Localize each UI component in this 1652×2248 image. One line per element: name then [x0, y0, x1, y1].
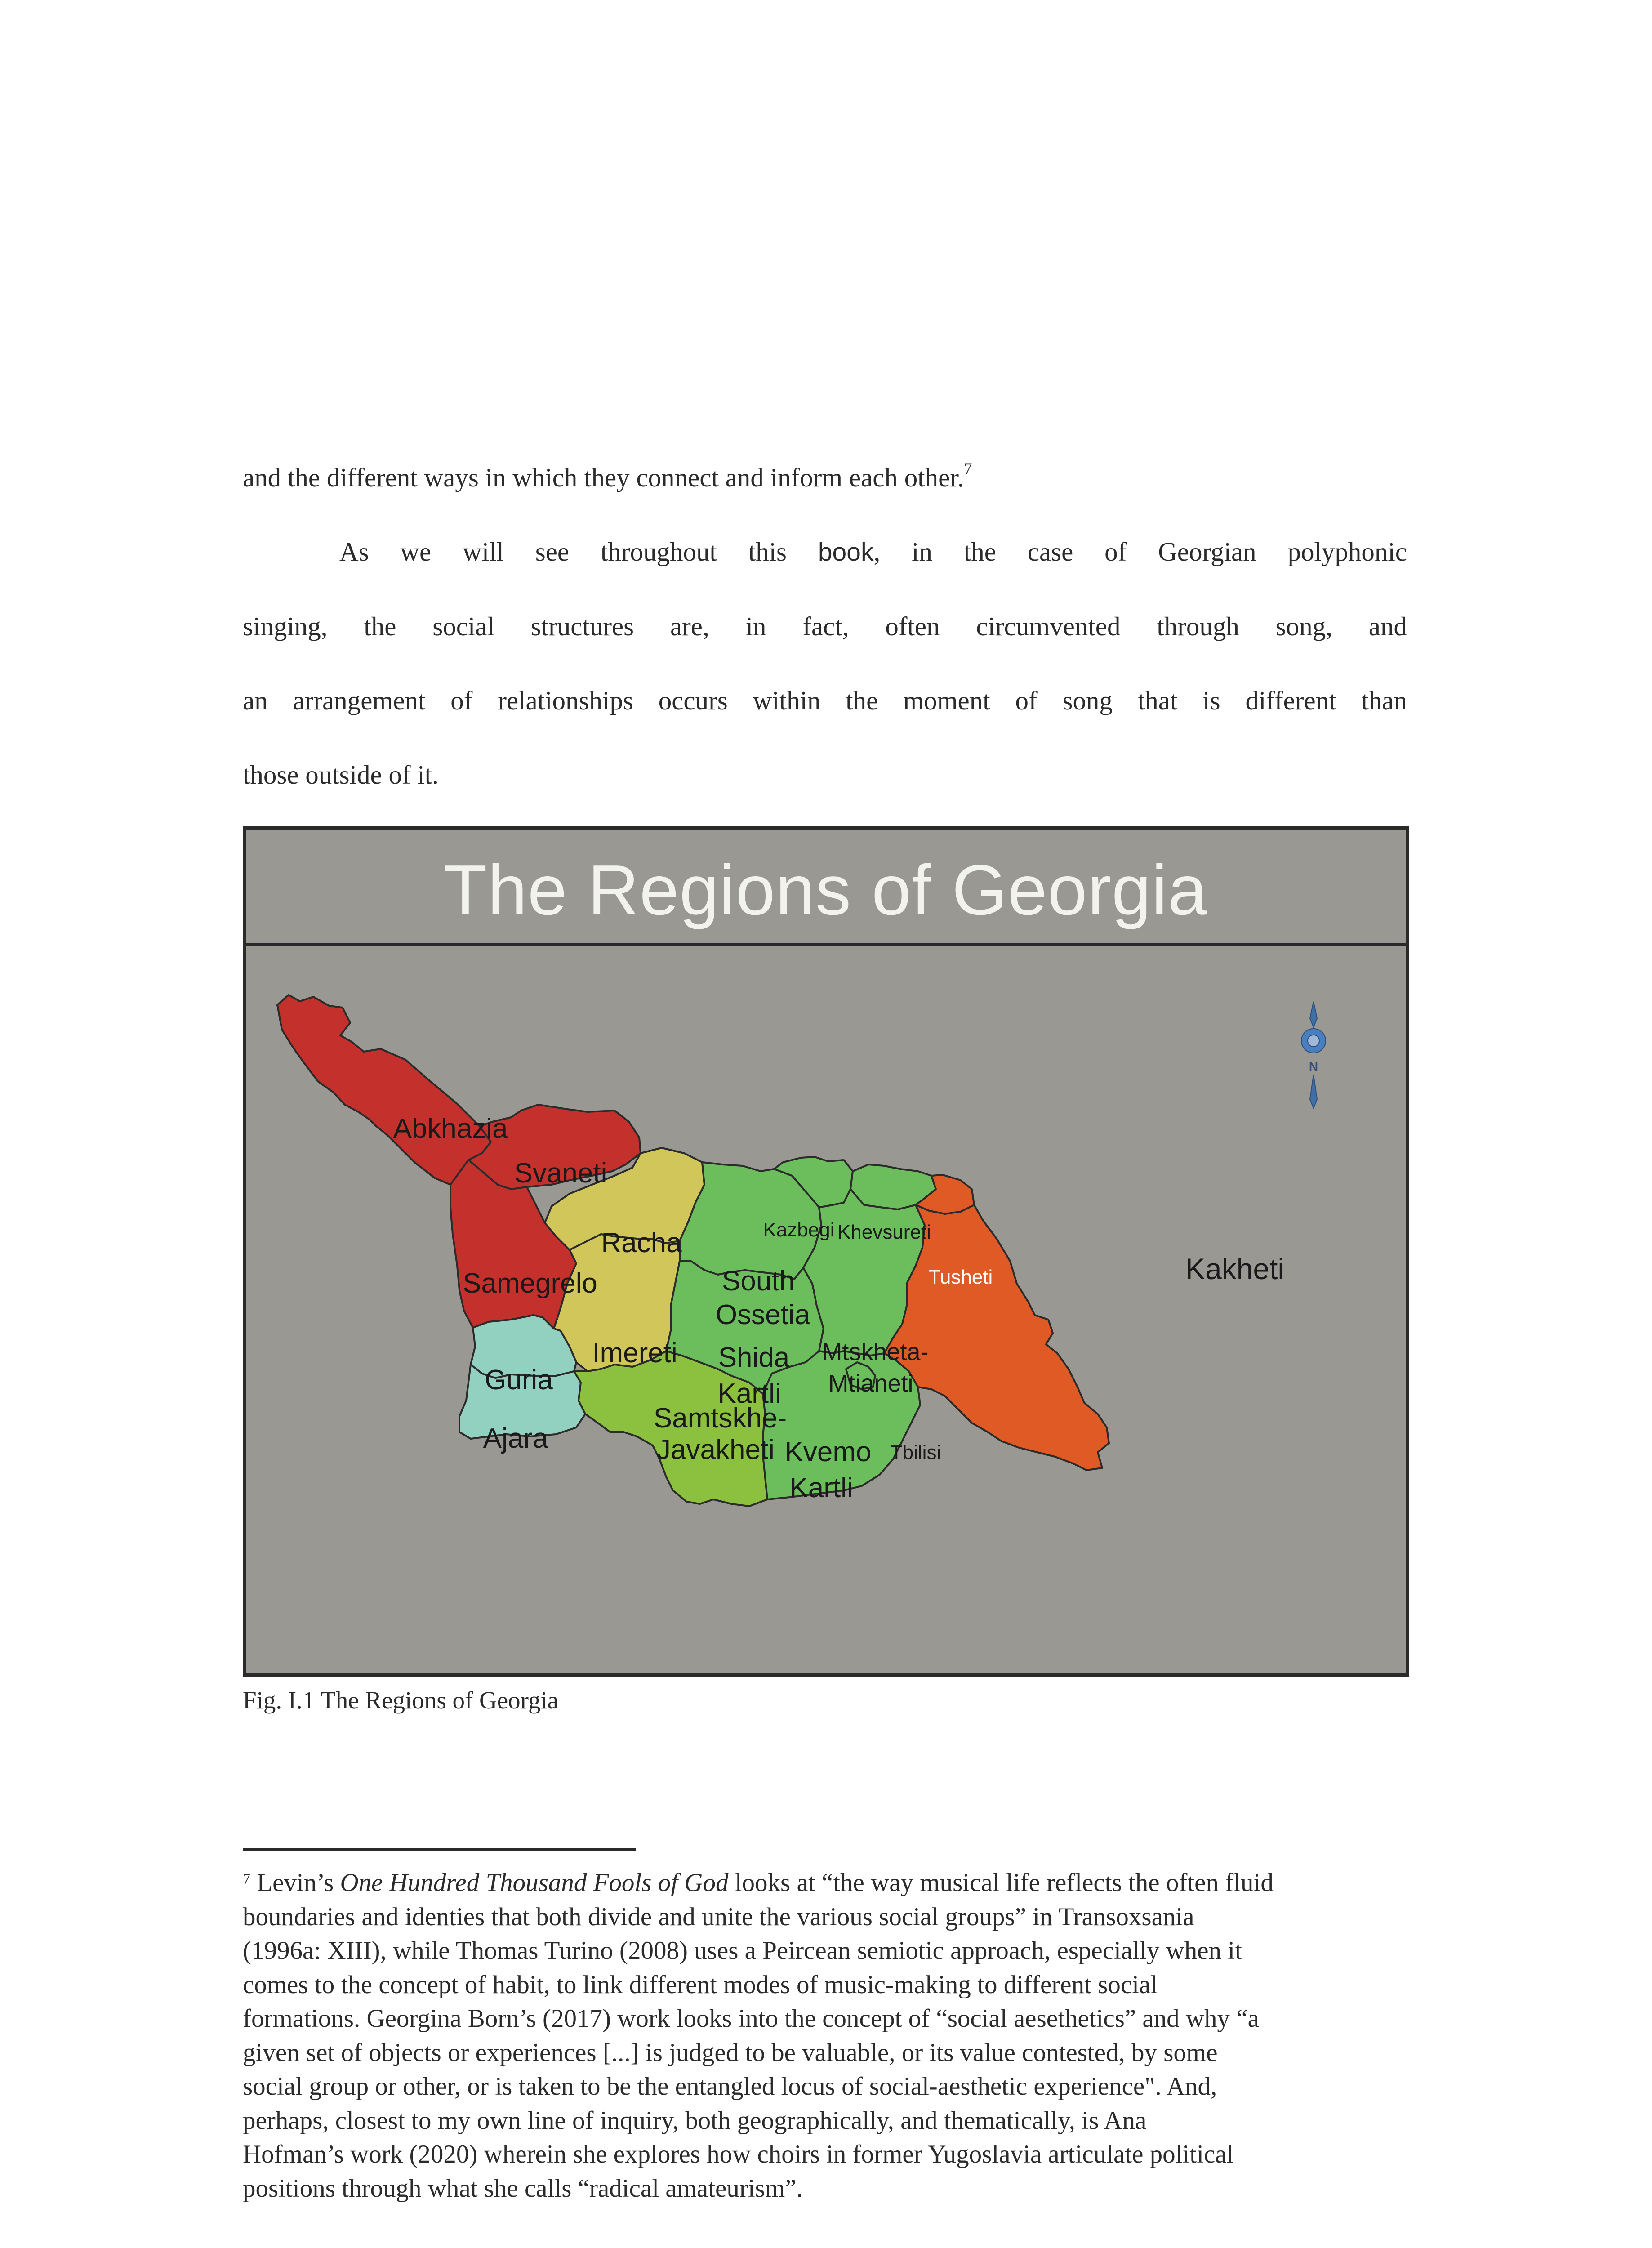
- label-svaneti: Svaneti: [514, 1158, 607, 1189]
- label-kvemo: Kvemo: [784, 1436, 872, 1467]
- label-samtskhe: Samtskhe-: [653, 1403, 787, 1434]
- label-khevsureti: Khevsureti: [837, 1221, 931, 1243]
- label-racha: Racha: [601, 1227, 682, 1258]
- footnote-line: positions through what she calls “radical amateurism”.: [243, 2174, 803, 2203]
- footnote-line: $^7$ Levin’s One Hundred Thousand Fools of God looks at “the way musical life reflects the often fluid: [243, 1869, 1274, 1897]
- footnote-number: 7: [243, 1871, 250, 1887]
- footnote-line: perhaps, closest to my own line of inquiry, both geographically, and thematically, is Ana: [243, 2106, 1147, 2135]
- paragraph-line: an arrangement of relationships occurs within the moment of song that is different than: [243, 686, 1407, 715]
- footnote-ref[interactable]: 7: [964, 459, 972, 477]
- label-mtianeti: Mtianeti: [828, 1370, 913, 1397]
- north-arrow-icon: [1301, 1002, 1326, 1108]
- label-kazbegi: Kazbegi: [763, 1219, 835, 1241]
- label-javakheti: Javakheti: [657, 1434, 775, 1465]
- footnote-line: social group or other, or is taken to be the entangled locus of social-aesthetic experience". And,: [243, 2072, 1217, 2101]
- paragraph-line: and the different ways in which they connect and inform each other.$^7$: [243, 459, 972, 492]
- map-title: The Regions of Georgia: [444, 851, 1208, 930]
- label-tbilisi: Tbilisi: [890, 1441, 941, 1463]
- label-abkhazia: Abkhazia: [393, 1113, 508, 1144]
- paragraph-line: those outside of it.: [243, 760, 439, 789]
- label-samegrelo: Samegrelo: [463, 1268, 597, 1299]
- region-abkhazia: [277, 995, 491, 1185]
- label-ajara: Ajara: [483, 1423, 548, 1454]
- label-guria: Guria: [485, 1365, 553, 1396]
- label-south: South: [721, 1266, 795, 1297]
- label-kakheti: Kakheti: [1185, 1252, 1285, 1285]
- footnote: [243, 1866, 1412, 2205]
- body-text: [243, 441, 1407, 812]
- label-kartli-2: Kartli: [789, 1472, 853, 1503]
- footnote-line: (1996a: XIII), while Thomas Turino (2008) uses a Peircean semiotic approach, especially when it: [243, 1936, 1242, 1965]
- paragraph-line: As we will see throughout this book, in the case of Georgian polyphonic: [339, 537, 1407, 566]
- label-imereti: Imereti: [592, 1338, 677, 1369]
- paragraph-line: singing, the social structures are, in fact, often circumvented through song, and: [243, 611, 1407, 641]
- label-shida: Shida: [718, 1342, 790, 1373]
- label-kartli-1: Kartli: [717, 1378, 781, 1409]
- label-ossetia: Ossetia: [715, 1299, 810, 1330]
- footnote-line: boundaries and identies that both divide and unite the various social groups” in Transoxsania: [243, 1902, 1194, 1931]
- book-title: One Hundred Thousand Fools of God: [340, 1869, 729, 1897]
- label-mtskheta: Mtskheta-: [822, 1338, 929, 1365]
- label-tusheti: Tusheti: [928, 1266, 993, 1288]
- compass-north-label: N: [1309, 1060, 1318, 1074]
- footnote-line: Hofman’s work (2020) wherein she explores how choirs in former Yugoslavia articulate political: [243, 2140, 1234, 2168]
- georgia-map: [246, 830, 1406, 1673]
- footnote-separator: [243, 1848, 636, 1851]
- footnote-line: comes to the concept of habit, to link different modes of music-making to different social: [243, 1970, 1158, 1999]
- map-figure: [243, 826, 1409, 1677]
- footnote-line: formations. Georgina Born’s (2017) work looks into the concept of “social aesethetics” and why “a: [243, 2004, 1259, 2033]
- footnote-line: given set of objects or experiences [...] is judged to be valuable, or its value contested, by some: [243, 2038, 1218, 2067]
- figure-caption: Fig. I.1 The Regions of Georgia: [243, 1686, 559, 1714]
